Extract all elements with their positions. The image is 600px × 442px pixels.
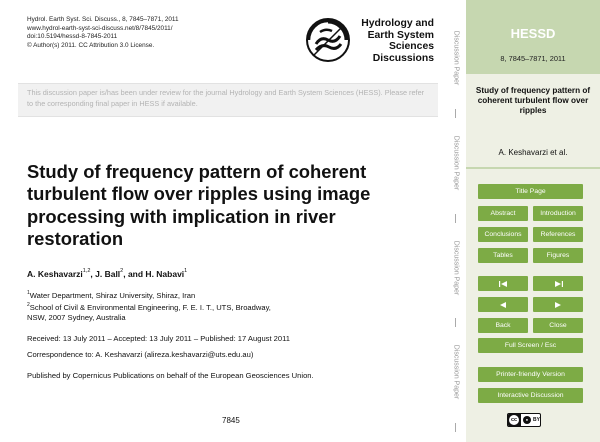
cc-icon: cc	[508, 414, 521, 426]
back-button[interactable]: Back	[478, 318, 528, 333]
correspondence: Correspondence to: A. Keshavarzi (alireza.keshavarzi@uts.edu.au)	[27, 350, 254, 359]
title-line: turbulent flow over ripples using image	[27, 183, 371, 205]
affiliation-marker: 1	[27, 290, 30, 296]
rail-label: Discussion Paper	[452, 135, 460, 191]
journal-citation: Hydrol. Earth Syst. Sci. Discuss., 8, 7845–7871, 2011	[27, 16, 179, 23]
cc-license-badge[interactable]	[507, 413, 541, 427]
logo-line: Earth System	[367, 29, 434, 41]
author-list	[27, 268, 187, 279]
skip-to-start-icon	[499, 281, 508, 287]
affiliation-marker: 1,2	[82, 268, 91, 274]
logo-line: Discussions	[372, 52, 434, 64]
person-icon: ●	[523, 416, 531, 424]
previous-page-button[interactable]	[478, 297, 528, 312]
paper-title	[27, 161, 422, 251]
affiliation-marker: 2	[27, 301, 30, 308]
sidebar-paper-title: Study of frequency pattern of coherent turbulent flow over ripples	[475, 86, 591, 116]
affiliations	[27, 289, 271, 322]
skip-to-end-icon	[554, 281, 563, 287]
title-line: processing with implication in river	[27, 205, 336, 227]
review-notice-text: This discussion paper is/has been under review for the journal Hydrology and Earth System Sciences (HESS). Please refer to the corresponding final paper in HESS if available.	[27, 88, 425, 108]
logo-line: Hydrology and	[361, 18, 434, 29]
journal-acronym: HESSD	[510, 26, 556, 41]
affiliation-2: $^2$School of Civil & Environmental Engineering, F. E. I. T., UTS, Broadway,	[27, 301, 271, 312]
egu-swirl-icon	[304, 16, 352, 64]
journal-logo	[304, 14, 434, 66]
affiliation-marker: 1	[184, 268, 188, 274]
affiliation-1: $^1$Water Department, Shiraz University, Shiraz, Iran	[27, 290, 196, 300]
logo-line: Sciences	[388, 41, 434, 52]
arrow-left-icon	[500, 302, 506, 308]
paper-url[interactable]: www.hydrol-earth-syst-sci-discuss.net/8/7845/2011/	[27, 24, 173, 32]
affiliation-marker: 2	[120, 268, 124, 274]
discussion-paper-rail	[447, 0, 465, 442]
author-name: , J. Ball	[90, 269, 121, 279]
affiliation-2-continued: NSW, 2007 Sydney, Australia	[27, 312, 126, 322]
next-page-button[interactable]	[533, 297, 583, 312]
printer-friendly-button[interactable]: Printer-friendly Version	[478, 367, 583, 382]
first-page-button[interactable]	[478, 276, 528, 291]
sidebar-author: A. Keshavarzi et al.	[498, 148, 568, 157]
review-notice	[18, 83, 438, 117]
arrow-right-icon	[555, 302, 561, 308]
rail-separator	[455, 423, 456, 432]
introduction-button[interactable]: Introduction	[533, 206, 583, 221]
full-screen-button[interactable]: Full Screen / Esc	[478, 338, 583, 353]
sidebar-divider	[466, 167, 600, 169]
references-button[interactable]: References	[533, 227, 583, 242]
bibliographic-info	[27, 16, 179, 50]
rail-label: Discussion Paper	[452, 344, 460, 400]
title-line: restoration	[27, 228, 124, 250]
sidebar-header	[466, 0, 600, 74]
conclusions-button[interactable]: Conclusions	[478, 227, 528, 242]
page-number: 7845	[222, 416, 240, 425]
rail-label: Discussion Paper	[452, 240, 460, 296]
author-name: , and H. Nabavi	[123, 269, 185, 279]
author-name: A. Keshavarzi	[27, 269, 83, 279]
publication-dates: Received: 13 July 2011 – Accepted: 13 July 2011 – Published: 17 August 2011	[27, 334, 291, 343]
abstract-button[interactable]: Abstract	[478, 206, 528, 221]
rail-label: Discussion Paper	[452, 30, 460, 86]
interactive-discussion-button[interactable]: Interactive Discussion	[478, 388, 583, 403]
tables-button[interactable]: Tables	[478, 248, 528, 263]
figures-button[interactable]: Figures	[533, 248, 583, 263]
license-line: © Author(s) 2011. CC Attribution 3.0 License.	[27, 41, 155, 49]
last-page-button[interactable]	[533, 276, 583, 291]
title-line: Study of frequency pattern of coherent	[27, 161, 367, 182]
title-page-button[interactable]: Title Page	[478, 184, 583, 199]
doi: doi:10.5194/hessd-8-7845-2011	[27, 33, 118, 41]
attribution-icon: ● BY	[523, 415, 540, 425]
journal-logo-text	[361, 18, 434, 64]
publisher-statement: Published by Copernicus Publications on behalf of the European Geosciences Union.	[27, 371, 314, 380]
close-button[interactable]: Close	[533, 318, 583, 333]
volume-reference: 8, 7845–7871, 2011	[500, 54, 566, 63]
